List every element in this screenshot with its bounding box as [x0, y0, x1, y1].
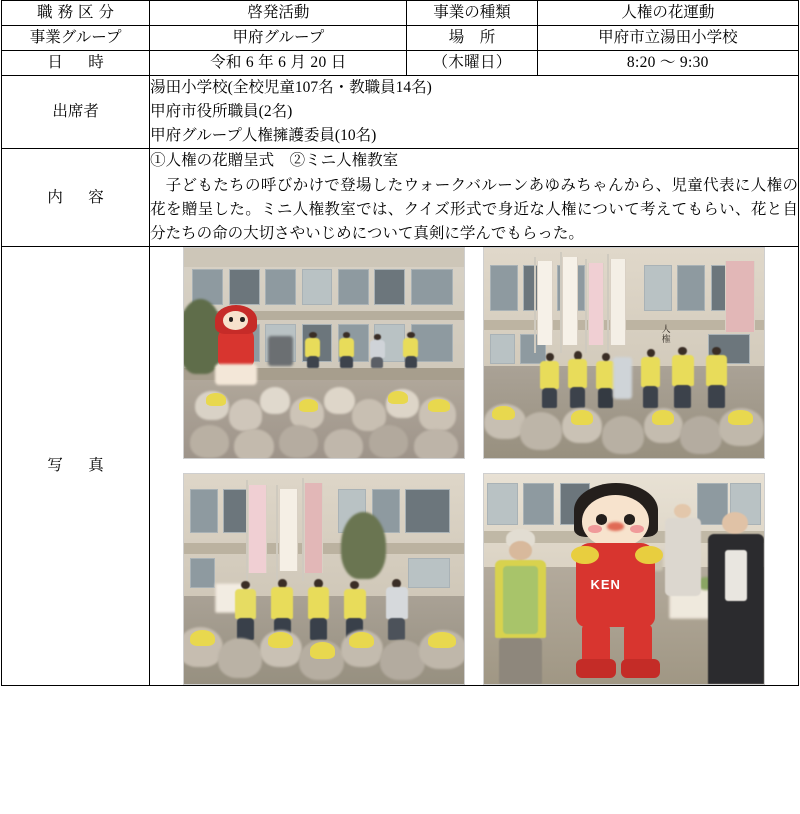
value-attendees: [150, 76, 799, 149]
photo-mascot-flower-handover: [483, 473, 765, 685]
value-weekday: （木曜日）: [407, 51, 537, 76]
mascot-ken-text: KEN: [590, 576, 621, 592]
row-business-group: [2, 26, 799, 51]
value-contents: [150, 149, 799, 247]
row-job-category: [2, 1, 799, 26]
contents-body: 子どもたちの呼びかけで登場したウォークバルーンあゆみちゃんから、児童代表に人権の花を贈呈した。ミニ人権教室では、クイズ形式で身近な人権について考えてもらい、花と自分たちの命の大切さやいじめについて真剣に学んでもらった。: [150, 177, 798, 243]
row-photos: [2, 247, 799, 686]
attendee-line-3: 甲府グループ人権擁護委員(10名): [150, 127, 377, 145]
attendee-line-1: 湯田小学校(全校児童107名・教職員14名): [150, 79, 432, 97]
photo-mini-human-rights-class: [183, 473, 465, 685]
label-attendees: 出席者: [2, 76, 150, 149]
value-time: 8:20 ～ 9:30: [537, 51, 798, 76]
photo-stage-committee-members: [483, 247, 765, 459]
photo-area: [150, 247, 799, 686]
label-place: 場 所: [407, 26, 537, 51]
value-date: 令和 6 年 6 月 20 日: [150, 51, 407, 76]
banner-text-jinken: 人権: [660, 323, 671, 344]
photo-grid: [150, 247, 798, 685]
photo-balloon-mascot-schoolyard: [183, 247, 465, 459]
label-contents: 内 容: [2, 149, 150, 247]
row-attendees: [2, 76, 799, 149]
value-business-type: 人権の花運動: [537, 1, 798, 26]
label-datetime: 日 時: [2, 51, 150, 76]
value-business-group: 甲府グループ: [150, 26, 407, 51]
label-business-type: 事業の種類: [407, 1, 537, 26]
attendee-line-2: 甲府市役所職員(2名): [150, 103, 293, 121]
label-photos: 写 真: [2, 247, 150, 686]
row-datetime: [2, 51, 799, 76]
report-sheet: [1, 0, 799, 686]
label-business-group: 事業グループ: [2, 26, 150, 51]
row-contents: [2, 149, 799, 247]
contents-heading: ①人権の花贈呈式 ②ミニ人権教室: [150, 152, 399, 170]
report-table: [1, 0, 799, 686]
value-place: 甲府市立湯田小学校: [537, 26, 798, 51]
value-job-category: 啓発活動: [150, 1, 407, 26]
label-job-category: 職務区分: [2, 1, 150, 26]
